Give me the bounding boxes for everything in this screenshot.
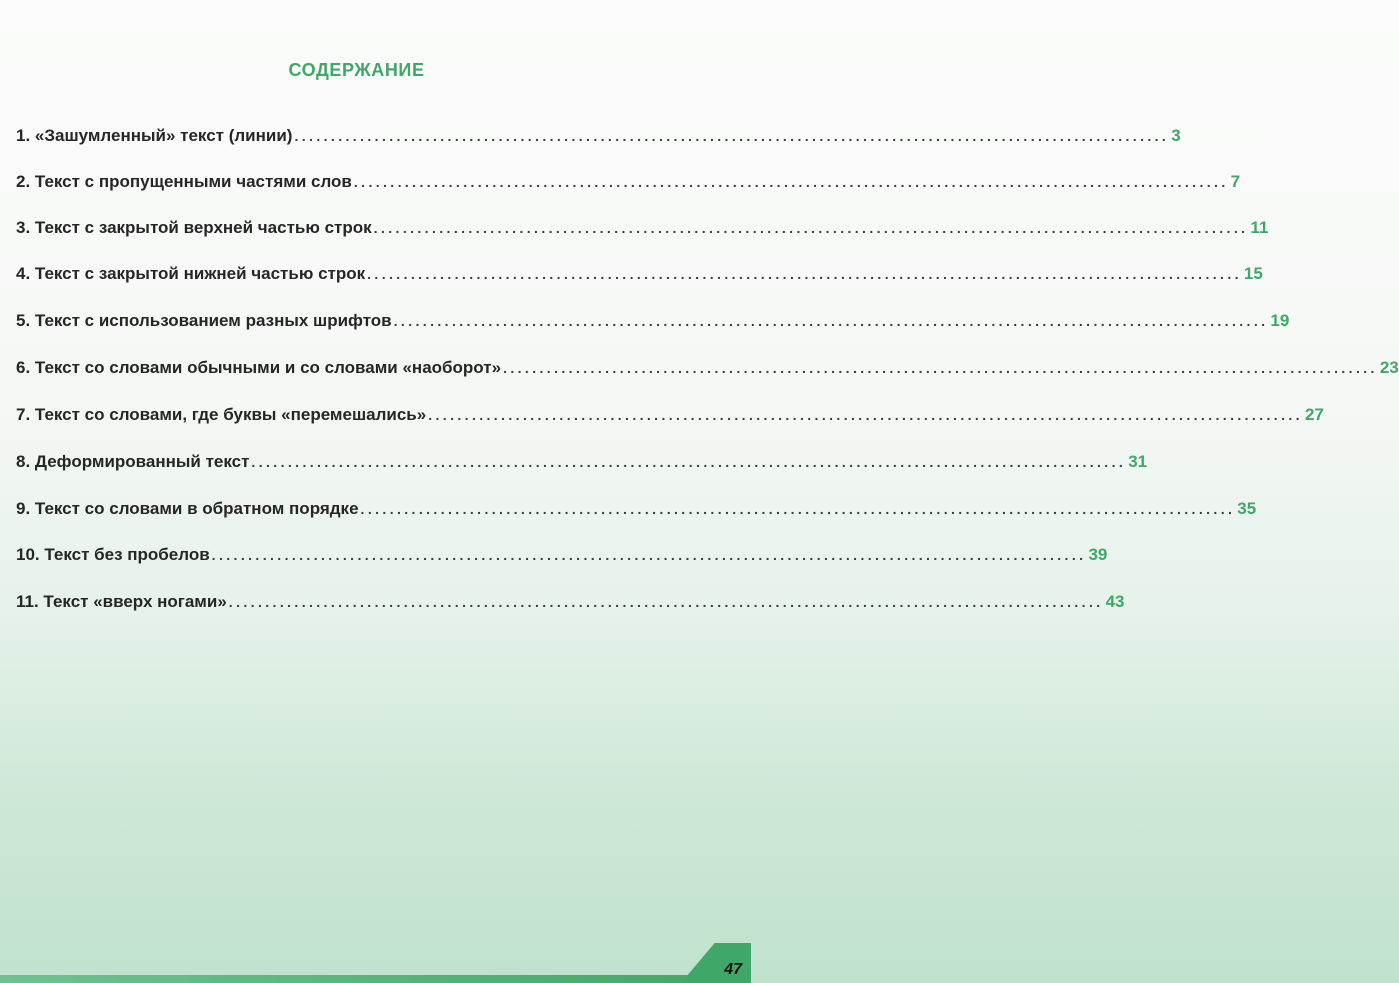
toc-entry: [16, 405, 1324, 431]
toc-entry: [16, 218, 1269, 244]
toc-entry-page: 31: [1128, 452, 1148, 471]
toc-entry-page: 19: [1270, 311, 1290, 330]
toc-leader-dots: ........................................................................................................................: [393, 313, 1269, 329]
toc-entry: [16, 264, 1263, 290]
toc-entry-title: 8. Деформированный текст: [16, 452, 250, 471]
toc-entry-title: 1. «Зашумленный» текст (линии): [16, 126, 293, 145]
toc-leader-dots: ........................................................................................................................: [373, 220, 1249, 236]
toc-entry-page: 39: [1088, 545, 1108, 564]
toc-entry-page: 27: [1304, 405, 1324, 424]
toc-entry-page: 7: [1230, 172, 1241, 191]
toc-entry-title: 7. Текст со словами, где буквы «перемешались»: [16, 405, 427, 424]
toc-leader-dots: ........................................................................................................................: [353, 174, 1229, 190]
toc-leader-dots: ........................................................................................................................: [367, 266, 1242, 282]
toc-entry-title: 5. Текст с использованием разных шрифтов: [16, 311, 392, 330]
toc-entry: [16, 499, 1257, 525]
toc-entry-title: 3. Текст с закрытой верхней частью строк: [16, 218, 372, 237]
toc-entry-title: 11. Текст «вверх ногами»: [16, 592, 227, 611]
toc-entry: [16, 126, 1181, 152]
page-title: СОДЕРЖАНИЕ: [288, 60, 425, 80]
toc-leader-dots: ........................................................................................................................: [211, 547, 1087, 563]
toc-entry-title: 6. Текст со словами обычными и со словами «наоборот»: [16, 358, 502, 377]
toc-leader-dots: ........................................................................................................................: [251, 454, 1127, 470]
toc-entry-page: 23: [1379, 358, 1399, 377]
page-number: 47: [724, 961, 742, 978]
toc-entry: [16, 545, 1108, 571]
toc-leader-dots: ........................................................................................................................: [294, 128, 1170, 144]
toc-entry-title: 10. Текст без пробелов: [16, 545, 210, 564]
toc-entry-page: 3: [1171, 126, 1181, 145]
toc-entry-page: 35: [1237, 499, 1257, 518]
toc-entry-page: 11: [1250, 218, 1269, 237]
toc-entry: [16, 592, 1125, 618]
toc-entry: [16, 172, 1241, 198]
toc-leader-dots: ........................................................................................................................: [428, 407, 1303, 423]
toc-entry: [16, 452, 1148, 478]
toc-entry-page: 43: [1105, 592, 1125, 611]
bottom-decorative-bar: [0, 975, 751, 983]
toc-leader-dots: ........................................................................................................................: [360, 501, 1236, 517]
toc-entry-title: 2. Текст с пропущенными частями слов: [16, 172, 352, 191]
toc-entry-title: 4. Текст с закрытой нижней частью строк: [16, 264, 366, 283]
toc-entry: [16, 311, 1290, 337]
toc-entry: [16, 358, 1399, 384]
toc-entry-page: 15: [1243, 264, 1263, 283]
toc-leader-dots: ........................................................................................................................: [503, 360, 1378, 376]
toc-entry-title: 9. Текст со словами в обратном порядке: [16, 499, 359, 518]
toc-leader-dots: ........................................................................................................................: [228, 594, 1104, 610]
